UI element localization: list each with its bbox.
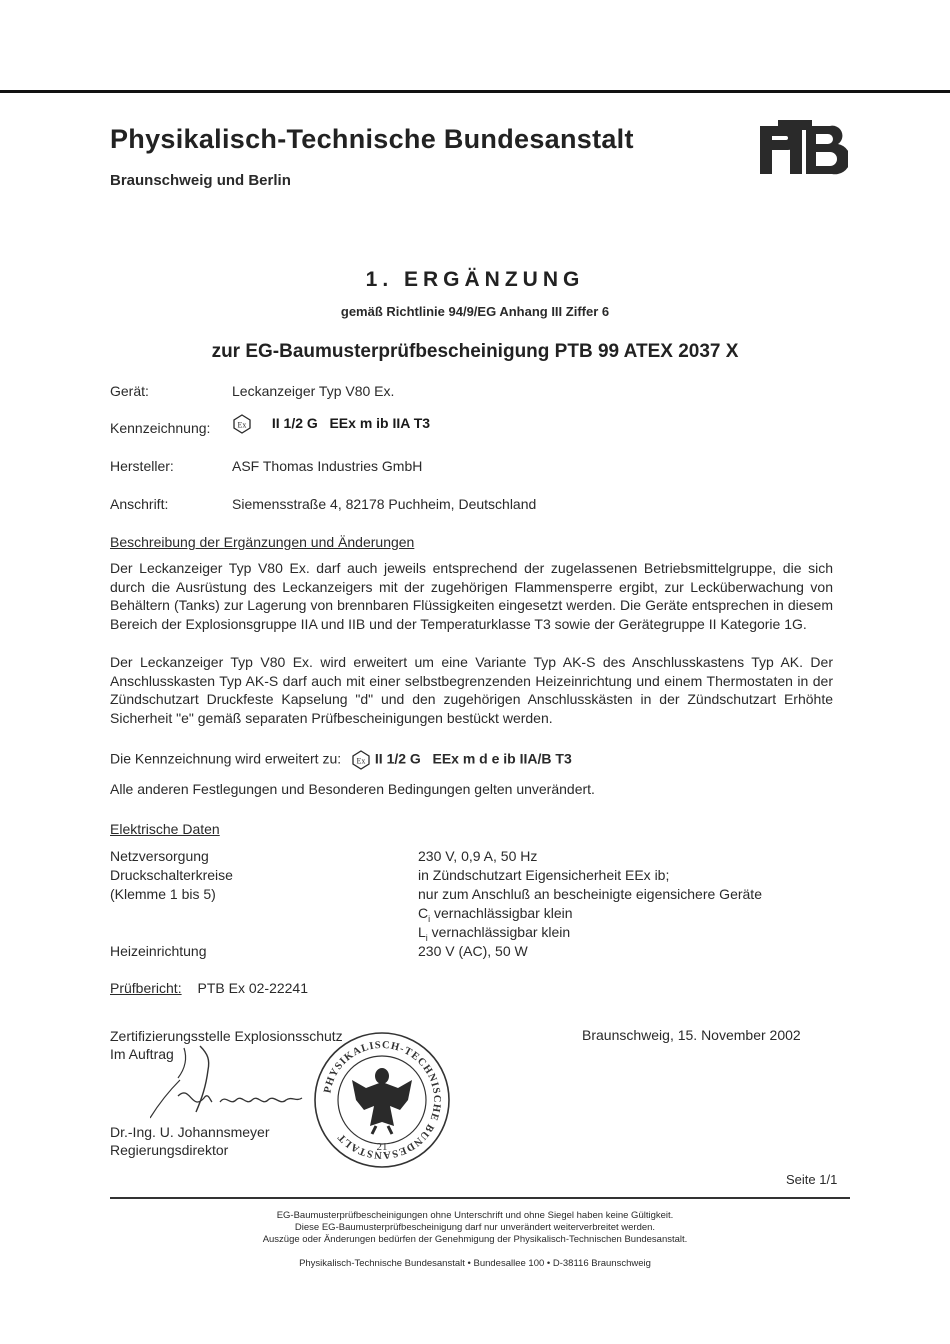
test-report-value: PTB Ex 02-22241	[197, 980, 308, 996]
organization-location: Braunschweig und Berlin	[110, 172, 291, 189]
ex-mark-icon	[232, 414, 252, 434]
extended-marking-prefix: Die Kennzeichnung wird erweitert zu:	[110, 750, 342, 767]
organization-name: Physikalisch-Technische Bundesanstalt	[110, 124, 634, 154]
svg-text:Ex: Ex	[356, 756, 366, 766]
switch-label-2: (Klemme 1 bis 5)	[110, 886, 216, 902]
heater-label: Heizeinrichtung	[110, 943, 207, 959]
description-paragraph-2: Der Leckanzeiger Typ V80 Ex. wird erweitert um eine Variante Typ AK-S des Anschlusskastens Typ AK. Der Anschlusskasten Typ AK-S darf auch mit einer selbstbegrenzenden Heizeinrichtung und einem Thermostaten in der Zündschutzart Druckfeste Kapselung "d" und den zugehörigen Anschlusskästen in der Zündschutzart Erhöhte Sicherheit "e" gemäß separaten Prüfbescheinigungen bestückt werden.	[110, 654, 833, 726]
heater-value: 230 V (AC), 50 W	[418, 943, 528, 959]
seal-number: 21	[376, 1141, 388, 1153]
official-seal	[312, 1030, 452, 1170]
li-subscript: i	[425, 932, 428, 943]
unchanged-note: Alle anderen Festlegungen und Besonderen Bedingungen gelten unverändert.	[110, 781, 595, 797]
description-heading: Beschreibung der Ergänzungen und Änderungen	[110, 534, 415, 550]
svg-text:Ex: Ex	[237, 420, 247, 430]
top-rule	[0, 90, 950, 93]
marking-row	[232, 414, 430, 434]
device-value: Leckanzeiger Typ V80 Ex.	[232, 383, 395, 399]
footer-line-2: Diese EG-Baumusterprüfbescheinigung darf nur unverändert weiterverbreitet werden.	[294, 1222, 656, 1233]
handwritten-signature	[150, 1040, 330, 1120]
signatory-title: Regierungsdirektor	[110, 1142, 229, 1158]
footer-line-3: Auszüge oder Änderungen bedürfen der Genehmigung der Physikalisch-Technischen Bundesanstalt.	[262, 1234, 688, 1245]
marking-value: II 1/2 G EEx m ib IIA T3	[271, 414, 431, 431]
footer-rule	[110, 1197, 850, 1199]
signatory-name: Dr.-Ing. U. Johannsmeyer	[110, 1124, 270, 1140]
electrical-heading: Elektrische Daten	[110, 821, 220, 837]
document-subheading: gemäß Richtlinie 94/9/EG Anhang III Ziffer 6	[340, 304, 610, 319]
supply-label: Netzversorgung	[110, 848, 209, 864]
page-number: Seite 1/1	[786, 1172, 838, 1187]
ci-symbol: C	[418, 905, 429, 921]
li-text: vernachlässigbar klein	[427, 924, 571, 940]
switch-value-1: in Zündschutzart Eigensicherheit EEx ib;	[418, 867, 670, 883]
eagle-icon	[352, 1068, 412, 1134]
manufacturer-value: ASF Thomas Industries GmbH	[232, 458, 423, 474]
seal-text: PHYSIKALISCH-TECHNISCHE BUNDESANSTALT	[322, 1039, 443, 1161]
manufacturer-label: Hersteller:	[110, 458, 174, 474]
place-and-date: Braunschweig, 15. November 2002	[582, 1027, 801, 1043]
test-report-label: Prüfbericht:	[110, 980, 182, 996]
ci-text: vernachlässigbar klein	[430, 905, 573, 921]
device-label: Gerät:	[110, 383, 149, 399]
switch-value-2: nur zum Anschluß an bescheinigte eigensichere Geräte	[418, 886, 762, 902]
ci-subscript: i	[428, 913, 431, 924]
footer-line-1: EG-Baumusterprüfbescheinigungen ohne Unterschrift und ohne Siegel haben keine Gültigkeit.	[276, 1210, 674, 1221]
certification-body: Zertifizierungsstelle Explosionsschutz	[110, 1028, 343, 1044]
marking-label: Kennzeichnung:	[110, 420, 211, 436]
extended-marking-value: II 1/2 G EEx m d e ib IIA/B T3	[374, 750, 572, 767]
document-heading: 1. ERGÄNZUNG	[365, 268, 585, 291]
ex-mark-icon	[351, 750, 371, 770]
on-behalf-note: Im Auftrag	[110, 1046, 174, 1062]
test-report-row	[110, 980, 308, 996]
extended-marking-row	[110, 750, 572, 770]
supply-value: 230 V, 0,9 A, 50 Hz	[418, 848, 538, 864]
switch-label-1: Druckschalterkreise	[110, 867, 233, 883]
address-label: Anschrift:	[110, 496, 169, 512]
address-value: Siemensstraße 4, 82178 Puchheim, Deutschland	[232, 496, 537, 512]
description-paragraph-1: Der Leckanzeiger Typ V80 Ex. darf auch jeweils entsprechend der zugelassenen Betriebsmittelgruppe, die sich durch die Ausrüstung des Leckanzeigers mit der zugehörigen Flammensperre ergibt, zur Lecküberwachung von Behältern (Tanks) zur Lagerung von brennbaren Flüssigkeiten eingesetzt werden. Die Geräte entsprechen in diesem Bereich der Explosionsgruppe IIA und IIB und der Temperaturklasse T3 sowie der Gerätegruppe II Kategorie 1G.	[110, 560, 833, 632]
ptb-logo	[758, 118, 848, 178]
li-symbol: L	[418, 924, 426, 940]
certificate-title: zur EG-Baumusterprüfbescheinigung PTB 99 ATEX 2037 X	[211, 341, 739, 362]
footer-address: Physikalisch-Technische Bundesanstalt • Bundesallee 100 • D-38116 Braunschweig	[299, 1258, 651, 1269]
